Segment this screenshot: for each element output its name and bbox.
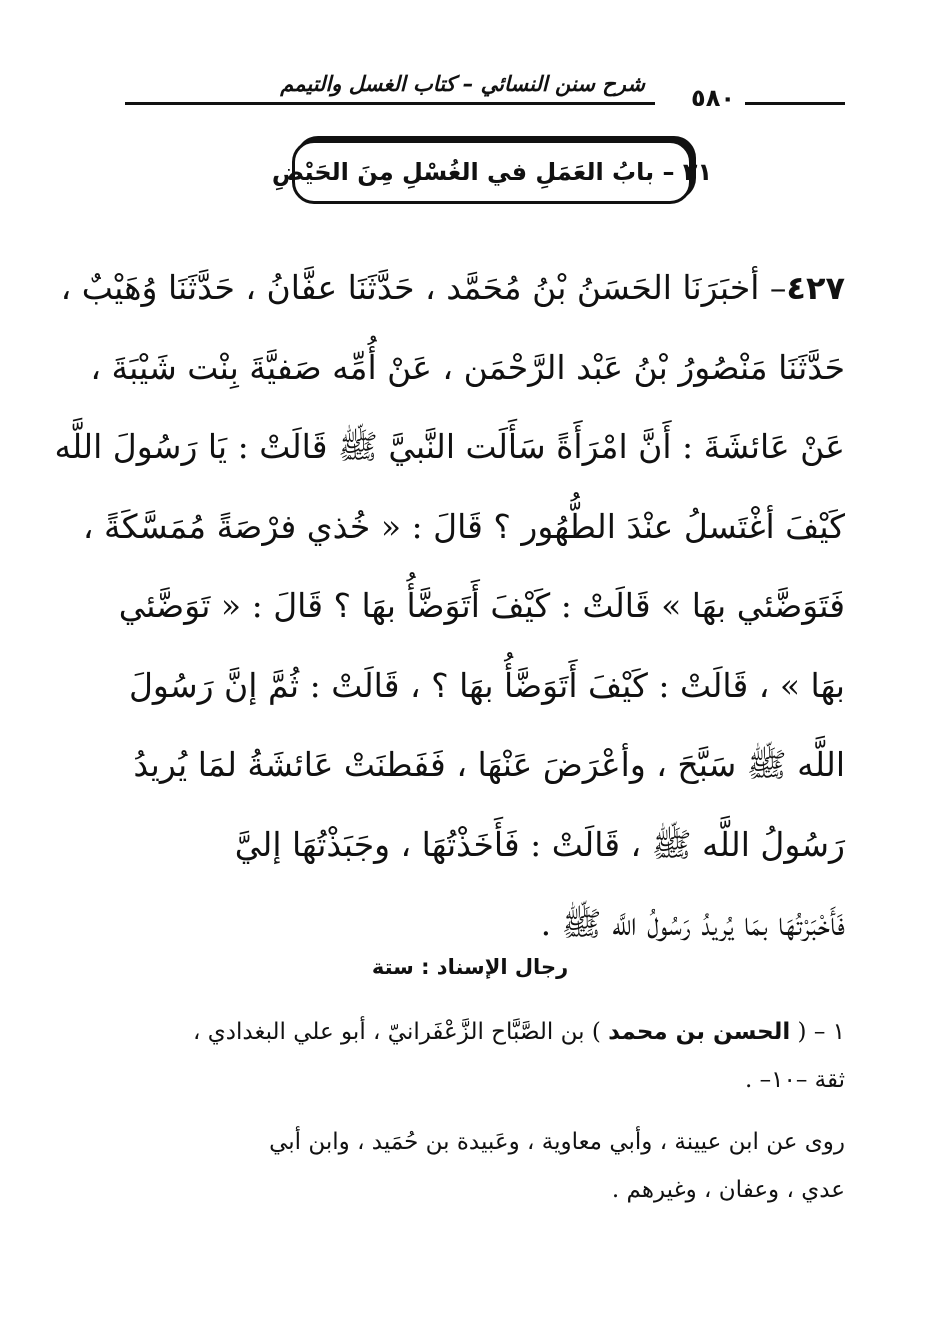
- narrators-list: [120, 1008, 845, 1214]
- narrator-item: [120, 1008, 845, 1056]
- narrator-item-prefix: ١ – (: [797, 1019, 845, 1045]
- hadith-number: ٤٢٧: [786, 269, 845, 307]
- hadith-line: رَسُولُ اللَّه ﷺ ، قَالَتْ : فَأَخَذْتُهَا ، وجَبَذْتُهَا إليَّ: [234, 824, 845, 864]
- hadith-line: عَنْ عَائشَةَ : أَنَّ امْرَأَةً سَأَلَت النَّبيَّ ﷺ قَالَتْ : يَا رَسُولَ اللَّه: [54, 427, 845, 466]
- hadith-text: [54, 248, 845, 964]
- hadith-line: فَتَوَضَّئي بهَا » قَالَتْ : كَيْفَ أَتَوَضَّأُ بهَا ؟ قَالَ : « تَوَضَّئي: [118, 586, 845, 625]
- narrator-paragraph-line: عدي ، وعفان ، وغيرهم .: [611, 1177, 845, 1203]
- running-header: [125, 70, 845, 110]
- hadith-line-text: – أخبَرَنَا الحَسَنُ بْنُ مُحَمَّد ، حَدَّثَنَا عفَّانُ ، حَدَّثَنَا وُهَيْبٌ ،: [60, 268, 787, 307]
- narrator-name: الحسن بن محمد: [608, 1019, 791, 1045]
- paragraph-gap: [120, 1104, 845, 1118]
- narrator-item-rest: ) بن الصَّبَّاح الزَّعْفَرانيّ ، أبو علي البغدادي ،: [193, 1019, 601, 1045]
- hadith-line: [60, 248, 845, 328]
- chapter-title: ٢١ – بابُ العَمَلِ في الغُسْلِ مِنَ الحَيْضِ: [271, 158, 713, 186]
- narrator-paragraph-line: روى عن ابن عيينة ، وأبي معاوية ، وعَبيدة بن حُمَيد ، وابن أبي: [269, 1129, 845, 1155]
- page-number: ٥٨٠: [691, 84, 735, 112]
- hadith-line: اللَّه ﷺ سَبَّحَ ، وأعْرَضَ عَنْهَا ، فَفَطنَتْ عَائشَةُ لمَا يُريدُ: [133, 745, 845, 784]
- narrator-item-line2: ثقة –١٠– .: [744, 1067, 845, 1093]
- hadith-line: حَدَّثَنَا مَنْصُورُ بْنُ عَبْد الرَّحْمَن ، عَنْ أُمِّه صَفيَّةَ بِنْت شَيْبَةَ ،: [90, 347, 845, 387]
- chapter-title-box: [271, 140, 713, 204]
- hadith-line: فَأَخْبَرْتُهَا بمَا يُريدُ رَسُولُ اللَّه ﷺ .: [540, 904, 845, 943]
- hadith-line: كَيْفَ أغْتَسلُ عنْدَ الطُّهُور ؟ قَالَ : « خُذي فرْصَةً مُمَسَّكَةً ،: [82, 506, 845, 546]
- header-title: شرح سنن النسائي – كتاب الغسل والتيمم: [280, 72, 645, 96]
- section-heading: رجال الإسناد : ستة: [371, 955, 569, 979]
- hadith-line: بهَا » ، قَالَتْ : كَيْفَ أَتَوَضَّأُ بهَا ؟ ، قَالَتْ : ثُمَّ إنَّ رَسُولَ: [128, 665, 845, 705]
